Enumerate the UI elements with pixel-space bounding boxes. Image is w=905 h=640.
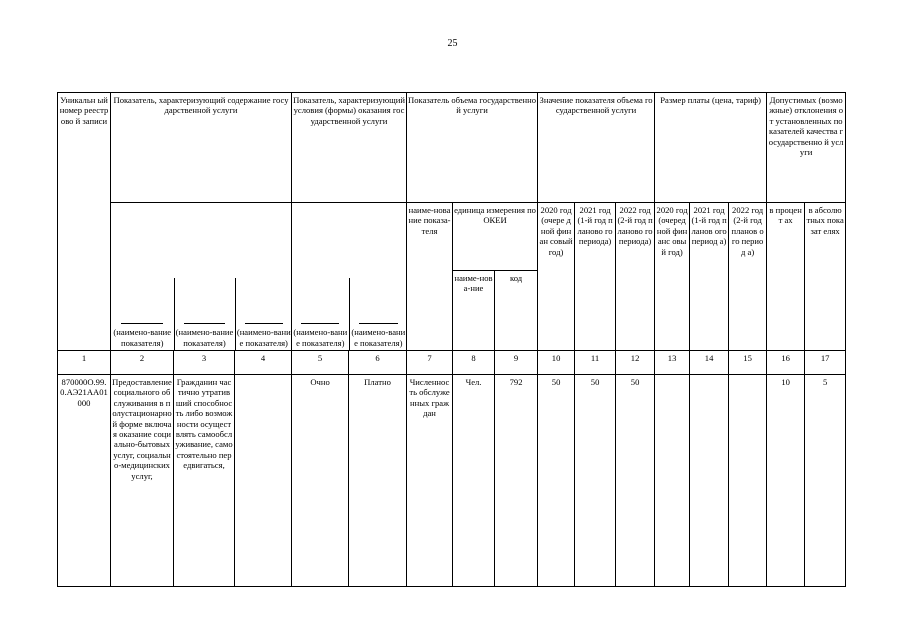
header-value-2021: 2021 год (1-й год планово го периода) — [575, 203, 616, 351]
payment-type: Платно — [349, 375, 407, 587]
value-2022: 50 — [616, 375, 655, 587]
content-indicator-3-value — [235, 375, 292, 587]
col-number: 14 — [690, 351, 729, 375]
header-fee-2021: 2021 год (1-й год планов ого период а) — [690, 203, 729, 351]
content-indicator-1 — [111, 278, 174, 350]
col-number: 1 — [58, 351, 111, 375]
fee-2021 — [690, 375, 729, 587]
column-number-row — [58, 351, 846, 375]
col-number: 17 — [805, 351, 846, 375]
deviation-absolute: 5 — [805, 375, 846, 587]
value-2020: 50 — [538, 375, 575, 587]
service-content: Предоставление социального обслуживания в полустационарной форме включая оказание социально-бытовых услуг, социально-медицинских услуг, — [111, 375, 174, 587]
deviation-percent: 10 — [767, 375, 805, 587]
header-fee: Размер платы (цена, тариф) — [655, 93, 767, 203]
header-unit-name: наиме-нова-ние — [453, 271, 495, 351]
volume-indicator-name: Численность обслуженных граждан — [407, 375, 453, 587]
table-row — [58, 375, 846, 587]
conditions-indicator-1 — [292, 278, 349, 350]
col-number: 12 — [616, 351, 655, 375]
header-unit-code: код — [495, 271, 538, 351]
col-number: 11 — [575, 351, 616, 375]
content-indicator-2-label: (наимено-вание показателя) — [175, 327, 234, 348]
fee-2020 — [655, 375, 690, 587]
service-form: Очно — [292, 375, 349, 587]
unit-code: 792 — [495, 375, 538, 587]
header-deviation-percent: в процент ах — [767, 203, 805, 351]
content-subheaders — [111, 203, 292, 351]
header-indicator-name: наиме-нование показа-теля — [407, 203, 453, 351]
fee-2022 — [729, 375, 767, 587]
header-deviation: Допустимых (возможные) отклонения от установленных показателей качества государственно й услуги — [767, 93, 846, 203]
col-number: 10 — [538, 351, 575, 375]
header-content-indicator: Показатель, характеризующий содержание государственной услуги — [111, 93, 292, 203]
col-number: 7 — [407, 351, 453, 375]
conditions-subheaders — [292, 203, 407, 351]
header-conditions-indicator: Показатель, характеризующий условия (формы) оказания государственной услуги — [292, 93, 407, 203]
col-number: 3 — [174, 351, 235, 375]
header-row-1 — [58, 93, 846, 203]
col-number: 4 — [235, 351, 292, 375]
content-indicator-1-label: (наимено-вание показателя) — [113, 327, 172, 348]
col-number: 6 — [349, 351, 407, 375]
registry-code: 870000О.99.0.АЭ21АА01000 — [58, 375, 111, 587]
content-indicator-2 — [174, 278, 235, 350]
col-number: 8 — [453, 351, 495, 375]
col-number: 2 — [111, 351, 174, 375]
unit-name: Чел. — [453, 375, 495, 587]
header-value-2020: 2020 год (очере дной финан совый год) — [538, 203, 575, 351]
col-number: 16 — [767, 351, 805, 375]
conditions-indicator-2-label: (наимено-вание показателя) — [351, 327, 406, 348]
content-indicator-3-label: (наимено-вание показателя) — [236, 327, 291, 348]
service-volume-table — [57, 92, 846, 587]
header-row-2 — [58, 203, 846, 271]
col-number: 15 — [729, 351, 767, 375]
header-fee-2022: 2022 год (2-й год планов ого период а) — [729, 203, 767, 351]
conditions-indicator-1-label: (наимено-вание показателя) — [293, 327, 348, 348]
conditions-indicator-2 — [349, 278, 407, 350]
value-2021: 50 — [575, 375, 616, 587]
header-value-2022: 2022 год (2-й год планово го периода) — [616, 203, 655, 351]
col-number: 13 — [655, 351, 690, 375]
header-fee-2020: 2020 год (очеред ной финанс овый год) — [655, 203, 690, 351]
content-indicator-3 — [235, 278, 292, 350]
header-volume-value: Значение показателя объема государственной услуги — [538, 93, 655, 203]
recipient-category: Гражданин частично утративший способность либо возможности осуществлять самообслуживание, самостоятельно передвигаться, — [174, 375, 235, 587]
col-number: 5 — [292, 351, 349, 375]
header-unique-number: Уникальн ый номер реестрово й записи — [58, 93, 111, 351]
header-unit-okei: единица измерения по ОКЕИ — [453, 203, 538, 271]
header-volume-indicator: Показатель объема государственной услуги — [407, 93, 538, 203]
col-number: 9 — [495, 351, 538, 375]
header-deviation-absolute: в абсолю тных показат елях — [805, 203, 846, 351]
page-number: 25 — [447, 38, 458, 49]
